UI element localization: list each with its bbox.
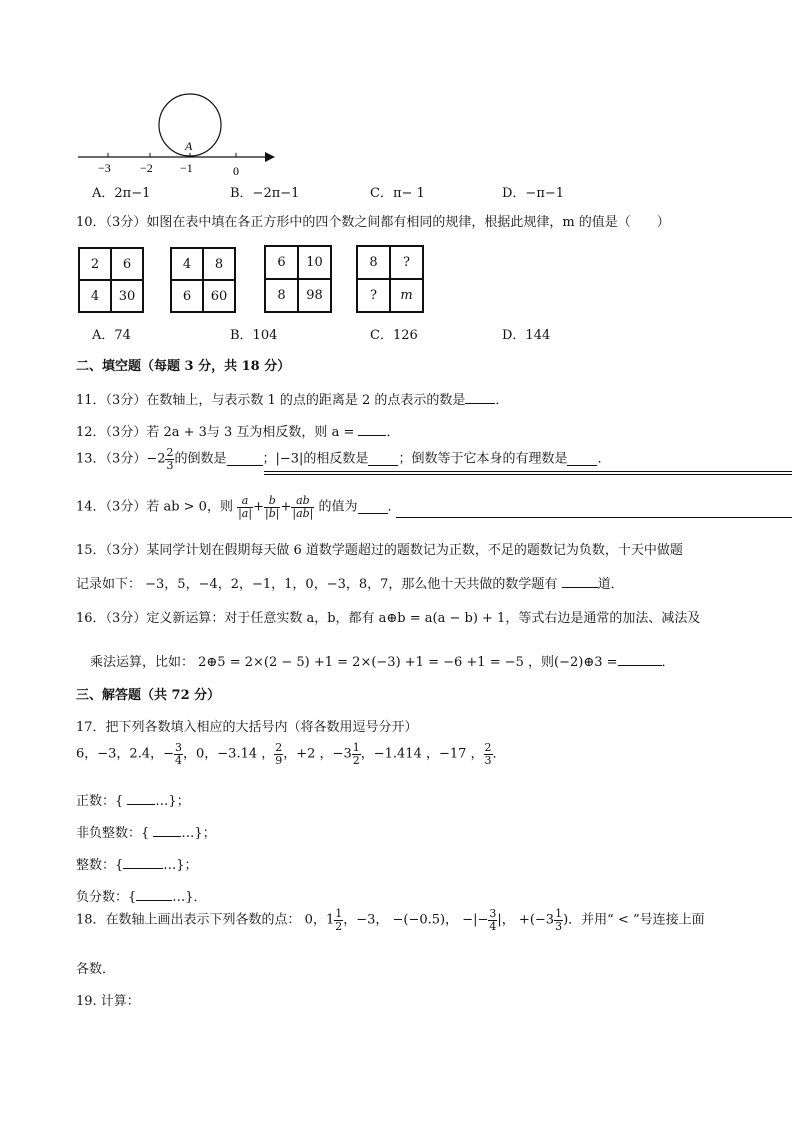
q9-option-d: D．−π−1 bbox=[502, 186, 565, 201]
category-end: …}； bbox=[181, 826, 216, 841]
q10-option-a: A．74 bbox=[92, 328, 131, 343]
grid-cell: 4 bbox=[171, 248, 203, 280]
grid-cell: 10 bbox=[298, 246, 331, 279]
fraction bbox=[274, 742, 283, 767]
fraction bbox=[554, 908, 563, 933]
q11: 11．（3分）在数轴上，与表示数 1 的点的距离是 2 的点表示的数是 ． bbox=[76, 393, 509, 408]
grid-cell: 6 bbox=[111, 248, 143, 280]
q16-line1: 16．（3分）定义新运算：对于任意实数 a，b，都有 a⊕b = a(a − b) + 1，等式右边是通常的加法、减法及 bbox=[76, 611, 701, 626]
frac-den: |ab| bbox=[292, 507, 314, 520]
answer-blank bbox=[123, 856, 163, 869]
category-label: 负分数：{ bbox=[76, 890, 137, 905]
q18-text-d: )．并用“ < ”号连接上面 bbox=[563, 912, 705, 928]
axis-label: 0 bbox=[233, 164, 239, 178]
category-end: …}； bbox=[155, 794, 190, 809]
q11-text: 11．（3分）在数轴上，与表示数 1 的点的距离是 2 的点表示的数是 bbox=[76, 393, 466, 408]
q17-category bbox=[76, 792, 190, 810]
grid-cell: 6 bbox=[265, 246, 298, 279]
fraction bbox=[334, 908, 343, 933]
frac-den: 2 bbox=[335, 920, 343, 933]
axis-label: −2 bbox=[140, 161, 153, 175]
q10-option-d: D．144 bbox=[502, 328, 551, 343]
q13-text-c: ；|−3|的相反数是 bbox=[262, 451, 369, 467]
q10-option-b: B．104 bbox=[230, 328, 278, 343]
q14-text-b: 的值为 bbox=[318, 499, 358, 515]
q14-fraction-1 bbox=[237, 495, 253, 520]
q12: 12．（3分）若 2a + 3与 3 互为相反数，则 a = ． bbox=[76, 425, 400, 440]
q10-grid-3 bbox=[264, 245, 332, 313]
answer-blank bbox=[153, 824, 181, 837]
q18-line2: 各数． bbox=[76, 962, 116, 977]
answer-blank bbox=[465, 391, 495, 404]
fraction bbox=[352, 742, 361, 767]
q17-category bbox=[76, 824, 216, 842]
q13-text-d: ；倒数等于它本身的有理数是 bbox=[398, 451, 568, 467]
answer-blank bbox=[562, 575, 598, 588]
frac-num: 2 bbox=[166, 446, 174, 459]
grid-cell: 60 bbox=[203, 280, 235, 312]
frac-num: ab bbox=[296, 494, 310, 507]
category-label: 非负整数：{ bbox=[76, 826, 150, 841]
frac-den: 4 bbox=[489, 920, 497, 933]
frac-num: 2 bbox=[484, 741, 492, 754]
grid-cell: m bbox=[390, 279, 423, 312]
answer-blank bbox=[618, 653, 662, 666]
frac-num: a bbox=[241, 494, 249, 507]
frac-num: 1 bbox=[335, 907, 343, 920]
point-a-label: A bbox=[185, 139, 193, 153]
axis-label: −1 bbox=[180, 161, 193, 175]
q18 bbox=[76, 908, 705, 948]
nums-text: ，−1.414 ，−17 ， bbox=[360, 746, 484, 762]
q15-line1: 15．（3分）某同学计划在假期每天做 6 道数学题超过的题数记为正数，不足的题数记为负数，十天中做题 bbox=[76, 543, 683, 558]
grid-cell: ? bbox=[357, 279, 390, 312]
grid-cell: 98 bbox=[298, 279, 331, 312]
grid-cell: 6 bbox=[171, 280, 203, 312]
q10-option-c: C．126 bbox=[370, 328, 418, 343]
grid-cell: ? bbox=[390, 246, 423, 279]
q17-numbers bbox=[76, 742, 506, 782]
section2-title: 二、填空题（每题 3 分，共 18 分） bbox=[76, 359, 291, 374]
answer-blank bbox=[567, 453, 597, 466]
q10-grid-2 bbox=[170, 247, 236, 313]
grid-cell: 30 bbox=[111, 280, 143, 312]
q9-option-b: B．−2π−1 bbox=[230, 186, 300, 201]
q19: 19. 计算： bbox=[76, 994, 140, 1009]
grid-cell: 8 bbox=[203, 248, 235, 280]
answer-blank bbox=[358, 423, 386, 436]
category-end: …}； bbox=[163, 858, 198, 873]
grid-cell: 8 bbox=[357, 246, 390, 279]
nums-text: 6，−3，2.4，− bbox=[76, 746, 175, 762]
fraction bbox=[484, 742, 493, 767]
frac-den: |a| bbox=[238, 507, 253, 520]
q16-line2-text: 乘法运算，比如： 2⊕5 = 2×(2 − 5) +1 = 2×(−3) +1 = −6 +1 = −5 ，则(−2)⊕3 = bbox=[90, 655, 618, 670]
frac-den: 9 bbox=[275, 754, 283, 767]
arrow-head-icon bbox=[265, 152, 275, 162]
q17-category bbox=[76, 856, 198, 874]
q18-text-c: |， +(−3 bbox=[497, 912, 555, 928]
category-label: 整数：{ bbox=[76, 858, 124, 873]
q16-line2: 乘法运算，比如： 2⊕5 = 2×(2 − 5) +1 = 2×(−3) +1 = −6 +1 = −5 ，则(−2)⊕3 = ． bbox=[90, 655, 675, 670]
frac-den: |b| bbox=[264, 507, 280, 520]
q10-grid-1 bbox=[78, 247, 144, 313]
category-end: …}． bbox=[172, 890, 207, 905]
axis-label: −3 bbox=[98, 161, 111, 175]
grid-cell: 4 bbox=[79, 280, 111, 312]
frac-den: 3 bbox=[484, 754, 492, 767]
answer-blank bbox=[227, 453, 263, 466]
q9-option-c: C．π− 1 bbox=[370, 186, 425, 201]
frac-den: 4 bbox=[175, 754, 183, 767]
answer-blank bbox=[368, 453, 398, 466]
q10-text: 10．（3分）如图在表中填在各正方形中的四个数之间都有相同的规律，根据此规律，m 的值是（ ） bbox=[76, 215, 670, 230]
q18-text-a: 18．在数轴上画出表示下列各数的点： 0，1 bbox=[76, 912, 335, 928]
double-rule bbox=[264, 471, 792, 475]
section3-title: 三、解答题（共 72 分） bbox=[76, 688, 221, 703]
frac-num: 1 bbox=[352, 741, 360, 754]
answer-blank bbox=[358, 501, 388, 514]
answer-blank bbox=[136, 888, 172, 901]
grid-cell: 2 bbox=[79, 248, 111, 280]
q14-fraction-2 bbox=[264, 495, 280, 520]
frac-num: b bbox=[268, 494, 276, 507]
q15-line2-text: 记录如下： −3，5，−4，2，−1，1，0，−3，8，7，那么他十天共做的数学题有 bbox=[76, 577, 558, 592]
q9-option-a: A．2π−1 bbox=[92, 186, 151, 201]
q18-text-b: ，−3， −(−0.5)， −|− bbox=[343, 912, 489, 928]
q12-text: 12．（3分）若 2a + 3与 3 互为相反数，则 a = bbox=[76, 425, 355, 440]
grid-cell: 8 bbox=[265, 279, 298, 312]
frac-num: 1 bbox=[555, 907, 563, 920]
q13-text-a: 13．（3分）−2 bbox=[76, 451, 166, 467]
frac-num: 3 bbox=[489, 907, 497, 920]
q14-fraction-3 bbox=[291, 495, 314, 520]
number-line-figure bbox=[70, 90, 285, 180]
q14-text-a: 14．（3分）若 ab > 0，则 bbox=[76, 499, 233, 515]
q13-text-b: 的倒数是 bbox=[174, 451, 227, 467]
q17-title: 17．把下列各数填入相应的大括号内（将各数用逗号分开） bbox=[76, 720, 418, 735]
nums-text: ，0，−3.14 ， bbox=[183, 746, 275, 762]
category-label: 正数：{ bbox=[76, 794, 124, 809]
frac-den: 2 bbox=[352, 754, 360, 767]
answer-blank bbox=[127, 792, 155, 805]
q13: 13．（3分）−2 $\frac{2}{3}$ 的倒数是 ；|−3|的相反数是 ；倒数等于它本身的有理数是 ． bbox=[76, 446, 611, 472]
q15-tail: 道． bbox=[597, 577, 624, 592]
fraction bbox=[174, 742, 183, 767]
answer-rule bbox=[396, 517, 792, 518]
q10-grid-4 bbox=[356, 245, 424, 313]
q17-category bbox=[76, 888, 207, 906]
frac-num: 2 bbox=[275, 741, 283, 754]
q15-line2 bbox=[76, 575, 624, 593]
frac-den: 3 bbox=[166, 459, 174, 472]
frac-den: 3 bbox=[555, 920, 563, 933]
frac-num: 3 bbox=[175, 741, 183, 754]
nums-text: ，+2 ，−3 bbox=[283, 746, 352, 762]
nums-text: ． bbox=[492, 746, 506, 762]
q14: 14．（3分）若 ab > 0，则 $\frac{a}{|a|}$ + $\frac{b}{|b|}$ + $\frac{ab}{|ab|}$ 的值为 ． bbox=[76, 494, 401, 520]
